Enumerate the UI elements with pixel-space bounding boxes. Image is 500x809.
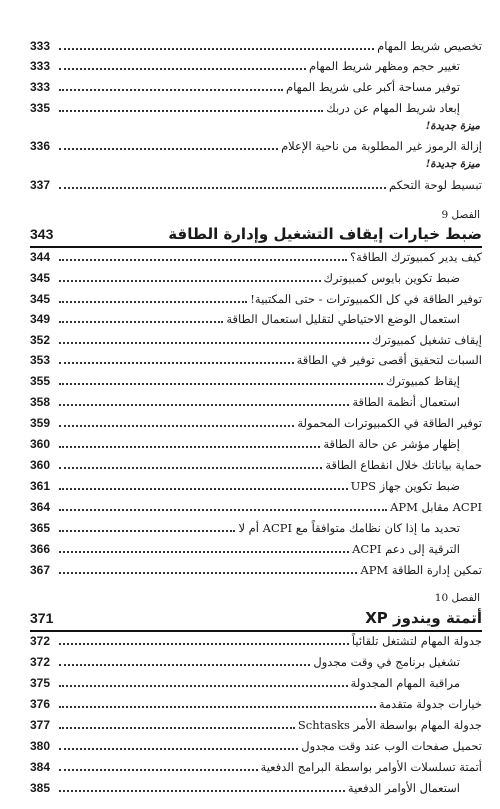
page-number: 358 [30, 395, 51, 409]
dot-leader [59, 147, 278, 150]
page-number: 345 [30, 271, 51, 285]
dot-leader [59, 341, 369, 344]
chapter-title: أتمتة ويندوز XP [365, 609, 482, 627]
dot-leader [59, 109, 323, 112]
page-number: 384 [30, 760, 51, 774]
page-number: 376 [30, 697, 51, 711]
page-number: 337 [30, 178, 51, 192]
entry-title: استعمال الوضع الاحتياطي لتقليل استعمال الطاقة [226, 312, 460, 326]
toc-entry[interactable] [30, 434, 482, 454]
entry-title: كيف يدير كمبيوترك الطاقة؟ [349, 250, 482, 264]
entry-title: جدولة المهام لتشتغل تلقائياً [351, 634, 482, 648]
entry-title: إيقاظ كمبيوترك [385, 374, 460, 388]
dot-leader [59, 663, 310, 666]
dot-leader [59, 403, 349, 406]
dot-leader [59, 726, 295, 729]
toc-entry[interactable] [30, 757, 482, 777]
page-number: 333 [30, 39, 51, 53]
chapter-label: الفصل 9 [441, 209, 480, 221]
entry-title: توفير الطاقة في كل الكمبيوترات - حتى المكتبية! [250, 292, 482, 306]
entry-title: استعمال أنظمة الطاقة [352, 395, 460, 409]
new-feature-badge: ميزة جديدة! [425, 120, 480, 132]
entry-title: تبسيط لوحة التحكم [389, 178, 482, 192]
toc-entry[interactable] [30, 497, 482, 517]
page-number: 333 [30, 80, 51, 94]
page-number: 367 [30, 563, 51, 577]
page-number: 353 [30, 353, 51, 367]
entry-title: إظهار مؤشر عن حالة الطاقة [323, 437, 460, 451]
entry-title: ضبط تكوين جهاز UPS [350, 479, 460, 493]
dot-leader [59, 684, 348, 687]
toc-entry[interactable] [30, 330, 482, 350]
dot-leader [59, 487, 348, 490]
page-number: 355 [30, 374, 51, 388]
toc-entry[interactable] [30, 136, 482, 156]
dot-leader [59, 445, 320, 448]
toc-entry[interactable] [30, 289, 482, 309]
entry-title: تشغيل برنامج في وقت مجدول [313, 655, 460, 669]
entry-title: جدولة المهام بواسطة الأمر Schtasks [297, 718, 482, 732]
toc-entry[interactable] [30, 476, 482, 496]
entry-title: حماية بياناتك خلال انقطاع الطاقة [325, 458, 482, 472]
dot-leader [59, 529, 235, 532]
chapter-heading[interactable] [30, 606, 482, 632]
page-number: 335 [30, 101, 51, 115]
toc-entry[interactable] [30, 694, 482, 714]
dot-leader [59, 279, 321, 282]
dot-leader [59, 47, 374, 50]
entry-title: مراقبة المهام المجدولة [350, 676, 460, 690]
entry-title: تغيير حجم ومظهر شريط المهام [308, 59, 460, 73]
dot-leader [59, 705, 376, 708]
chapter-page-number: 371 [30, 610, 54, 626]
dot-leader [59, 361, 294, 364]
dot-leader [59, 320, 223, 323]
toc-entry[interactable] [30, 77, 482, 97]
entry-title: تمكين إدارة الطاقة APM [360, 563, 482, 577]
dot-leader [59, 747, 298, 750]
entry-title: توفير الطاقة في الكمبيوترات المحمولة [297, 416, 482, 430]
page-number: 385 [30, 781, 51, 795]
dot-leader [59, 466, 322, 469]
page-number: 349 [30, 312, 51, 326]
page-number: 377 [30, 718, 51, 732]
toc-entry[interactable] [30, 652, 482, 672]
dot-leader [59, 67, 306, 70]
entry-title: ضبط تكوين بايوس كمبيوترك [323, 271, 460, 285]
toc-entry[interactable] [30, 350, 482, 370]
page-number: 372 [30, 634, 51, 648]
toc-entry[interactable] [30, 736, 482, 756]
toc-entry[interactable] [30, 413, 482, 433]
chapter-title: ضبط خيارات إيقاف التشغيل وإدارة الطاقة [168, 225, 482, 243]
toc-entry[interactable] [30, 560, 482, 580]
entry-title: الترقية إلى دعم ACPI [352, 542, 460, 556]
entry-title: استعمال الأوامر الدفعية [347, 781, 460, 795]
page-number: 380 [30, 739, 51, 753]
toc-entry[interactable] [30, 309, 482, 329]
entry-title: إبعاد شريط المهام عن دربك [326, 101, 460, 115]
entry-title: أتمتة تسلسلات الأوامر بواسطة البرامج الدفعية [260, 760, 482, 774]
dot-leader [59, 88, 283, 91]
page-number: 364 [30, 500, 51, 514]
dot-leader [59, 186, 386, 189]
toc-entry[interactable] [30, 371, 482, 391]
chapter-heading[interactable] [30, 222, 482, 248]
toc-entry[interactable] [30, 673, 482, 693]
toc-entry[interactable] [30, 631, 482, 651]
entry-title: إيقاف تشغيل كمبيوترك [371, 333, 482, 347]
toc-entry[interactable] [30, 56, 482, 76]
chapter-label: الفصل 10 [434, 592, 480, 604]
entry-title: تحديد ما إذا كان نظامك متوافقاً مع ACPI أم لا [238, 521, 460, 535]
dot-leader [59, 768, 258, 771]
dot-leader [59, 550, 349, 553]
page-number: 365 [30, 521, 51, 535]
toc-entry[interactable] [30, 518, 482, 538]
entry-title: إزالة الرموز غير المطلوبة من ناحية الإعلام [281, 139, 482, 153]
page-number: 352 [30, 333, 51, 347]
entry-title: السبات لتحقيق أقصى توفير في الطاقة [296, 353, 482, 367]
entry-title: خيارات جدولة متقدمة [378, 697, 482, 711]
entry-title: توفير مساحة أكبر على شريط المهام [285, 80, 460, 94]
page-number: 345 [30, 292, 51, 306]
page-number: 360 [30, 458, 51, 472]
dot-leader [59, 300, 247, 303]
page-number: 361 [30, 479, 51, 493]
page-number: 366 [30, 542, 51, 556]
dot-leader [59, 571, 357, 574]
page-number: 359 [30, 416, 51, 430]
page-number: 333 [30, 59, 51, 73]
toc-entry[interactable] [30, 392, 482, 412]
dot-leader [59, 789, 345, 792]
toc-entry[interactable] [30, 778, 482, 798]
page-number: 375 [30, 676, 51, 690]
toc-entry[interactable] [30, 36, 482, 56]
page-number: 344 [30, 250, 51, 264]
entry-title: تحميل صفحات الوب عند وقت مجدول [301, 739, 482, 753]
toc-entry[interactable] [30, 539, 482, 559]
chapter-page-number: 343 [30, 226, 54, 242]
toc-entry[interactable] [30, 175, 482, 195]
toc-entry[interactable] [30, 98, 482, 118]
entry-title: ACPI مقابل APM [390, 500, 482, 514]
page-number: 372 [30, 655, 51, 669]
toc-entry[interactable] [30, 247, 482, 267]
new-feature-badge: ميزة جديدة! [425, 158, 480, 170]
dot-leader [59, 424, 294, 427]
toc-entry[interactable] [30, 455, 482, 475]
toc-entry[interactable] [30, 715, 482, 735]
dot-leader [59, 258, 347, 261]
entry-title: تخصيص شريط المهام [377, 39, 482, 53]
toc-entry[interactable] [30, 268, 482, 288]
dot-leader [59, 642, 349, 645]
dot-leader [59, 382, 383, 385]
page-number: 360 [30, 437, 51, 451]
dot-leader [59, 508, 387, 511]
page-number: 336 [30, 139, 51, 153]
